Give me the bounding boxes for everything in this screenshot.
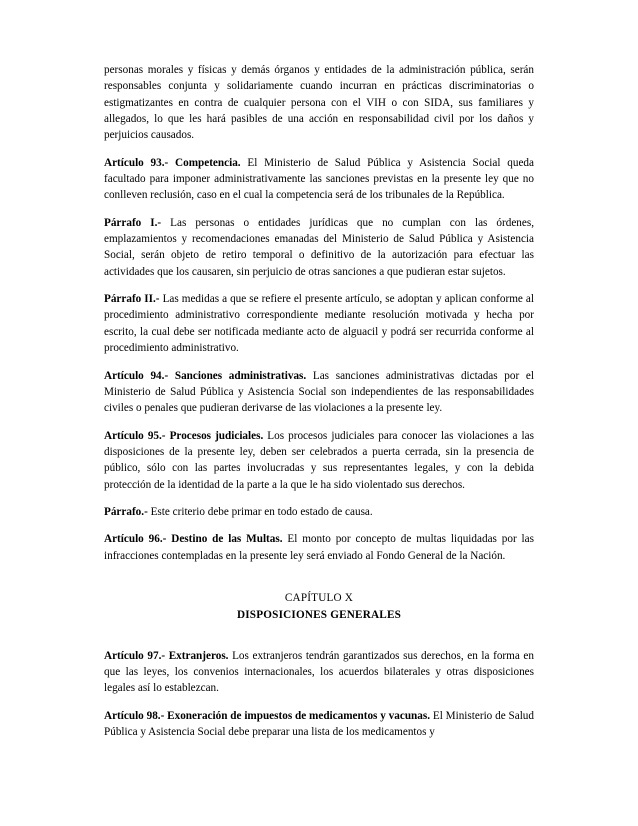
paragraph-text: personas morales y físicas y demás órganos y entidades de la administración pública, serán responsables conjunta y solidariamente cuando incurran en prácticas discriminatorias o estigmatizantes en contra de cualquier persona con el VIH o con SIDA, sus familiares y allegados, lo que les hará pasibles de una acción en responsabilidad civil por los daños y perjuicios causados. bbox=[104, 64, 534, 142]
paragraph-lead: Artículo 95.- Procesos judiciales. bbox=[104, 429, 264, 442]
paragraph-text: Este criterio debe primar en todo estado de causa. bbox=[147, 505, 373, 518]
paragraph-lead: Párrafo I.- bbox=[104, 216, 162, 229]
paragraph-text: Los procesos judiciales para conocer las violaciones a las disposiciones de la presente ley, deben ser celebrados a puerta cerrada, sin la presencia de público, sólo con las partes involucradas y sus representantes legales, y con la debida protección de la identidad de la parte a la que le ha sido violentado sus derechos. bbox=[104, 429, 534, 491]
paragraph-articulo-95 bbox=[104, 428, 534, 493]
paragraph-text: Las medidas a que se refiere el presente artículo, se adoptan y aplican conforme al procedimiento administrativo correspondiente mediante resolución motivada y hecha por escrito, la cual debe ser notificada mediante acto de alguacil y podrá ser recurrida conforme al procedimiento administrativo. bbox=[104, 293, 534, 355]
paragraph-parrafo-2 bbox=[104, 291, 534, 356]
paragraph-text: El monto por concepto de multas liquidadas por las infracciones contempladas en la presente ley será enviado al Fondo General de la Nación. bbox=[104, 533, 534, 562]
paragraph-lead: Artículo 94.- Sanciones administrativas. bbox=[104, 369, 307, 382]
chapter-subtitle: DISPOSICIONES GENERALES bbox=[236, 608, 402, 621]
paragraph-lead: Artículo 98.- Exoneración de impuestos de medicamentos y vacunas. bbox=[104, 709, 431, 722]
paragraph-articulo-98 bbox=[104, 708, 534, 741]
paragraph-parrafo-criterio bbox=[104, 504, 534, 520]
paragraph-text: Las personas o entidades jurídicas que no cumplan con las órdenes, emplazamientos y recomendaciones emanadas del Ministerio de Salud Pública y Asistencia Social, serán objeto de retiro temporal o definitivo de la autorización para efectuar las actividades que los causaren, sin perjuicio de otras sanciones a que pudieran estar sujetos. bbox=[104, 216, 534, 278]
paragraph-text: Las sanciones administrativas dictadas por el Ministerio de Salud Pública y Asistencia Social son independientes de las responsabilidades civiles o penales que pudieran derivarse de las violaciones a la presente ley. bbox=[104, 369, 534, 415]
paragraph-continuation bbox=[104, 62, 534, 144]
paragraph-articulo-94 bbox=[104, 368, 534, 417]
paragraph-lead: Artículo 96.- Destino de las Multas. bbox=[104, 533, 283, 546]
chapter-heading bbox=[104, 590, 534, 624]
paragraph-articulo-93 bbox=[104, 155, 534, 204]
paragraph-text: El Ministerio de Salud Pública y Asistencia Social debe preparar una lista de los medicamentos y bbox=[104, 709, 534, 738]
paragraph-text: Los extranjeros tendrán garantizados sus derechos, en la forma en que las leyes, los convenios internacionales, los acuerdos bilaterales y otras disposiciones legales así lo establezcan. bbox=[104, 649, 534, 695]
paragraph-articulo-97 bbox=[104, 648, 534, 697]
paragraph-lead: Párrafo II.- bbox=[104, 293, 160, 306]
chapter-title: CAPÍTULO X bbox=[284, 591, 354, 604]
paragraph-lead: Párrafo.- bbox=[104, 505, 148, 518]
paragraph-lead: Artículo 93.- Competencia. bbox=[104, 156, 241, 169]
paragraph-parrafo-1 bbox=[104, 215, 534, 280]
paragraph-articulo-96 bbox=[104, 531, 534, 564]
paragraph-lead: Artículo 97.- Extranjeros. bbox=[104, 649, 229, 662]
paragraph-text: El Ministerio de Salud Pública y Asistencia Social queda facultado para imponer administrativamente las sanciones previstas en la presente ley que no conlleven reclusión, caso en el cual la competencia será de los tribunales de la República. bbox=[104, 156, 534, 202]
